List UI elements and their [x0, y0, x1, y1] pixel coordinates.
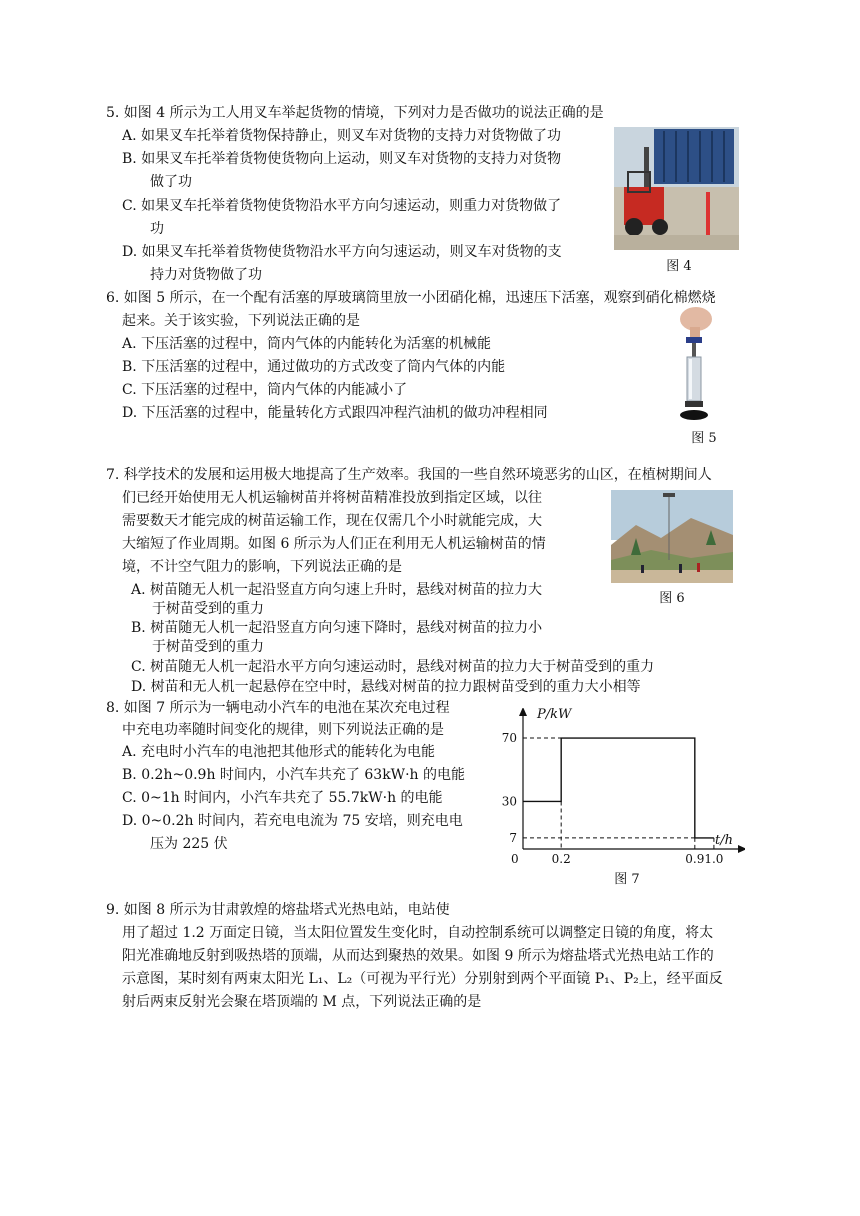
q7-option-d: D. 树苗和无人机一起悬停在空中时，悬线对树苗的拉力跟树苗受到的重力大小相等: [131, 679, 641, 695]
figure-7-caption: 图 7: [614, 872, 640, 887]
figure-6-caption: 图 6: [659, 591, 685, 606]
q8-stem-cont: 中充电功率随时间变化的规律，则下列说法正确的是: [122, 722, 444, 738]
q7-option-b: B. 树苗随无人机一起沿竖直方向匀速下降时，悬线对树苗的拉力小: [131, 620, 543, 636]
figure-4-caption: 图 4: [666, 259, 692, 274]
x-tick-label: 1.0: [704, 852, 724, 866]
q8-option-a: A. 充电时小汽车的电池把其他形式的能转化为电能: [122, 744, 436, 760]
q8-option-d: D. 0~0.2h 时间内，若充电电流为 75 安培，则充电电: [122, 813, 463, 829]
q6-stem-cont: 起来。关于该实验，下列说法正确的是: [122, 313, 360, 329]
q7-option-a: A. 树苗随无人机一起沿竖直方向匀速上升时，悬线对树苗的拉力大: [131, 582, 543, 598]
q5-stem: 5. 如图 4 所示为工人用叉车举起货物的情境，下列对力是否做功的说法正确的是: [106, 105, 604, 121]
q8-option-d-cont: 压为 225 伏: [150, 836, 228, 852]
y-axis-label: P/kW: [537, 708, 572, 722]
q5-option-c: C. 如果叉车托举着货物使货物沿水平方向匀速运动，则重力对货物做了: [122, 198, 562, 214]
q6-option-b: B. 下压活塞的过程中，通过做功的方式改变了筒内气体的内能: [122, 359, 506, 375]
y-tick-label: 30: [501, 794, 517, 809]
q5-option-d-cont: 持力对货物做了功: [150, 267, 262, 283]
q7-stem-line2: 们已经开始使用无人机运输树苗并将树苗精准投放到指定区域，以往: [122, 490, 542, 506]
y-tick-label: 7: [509, 830, 517, 845]
x-axis-arrow: [738, 845, 745, 853]
q6-option-c: C. 下压活塞的过程中，筒内气体的内能减小了: [122, 382, 408, 398]
q5-option-b: B. 如果叉车托举着货物使货物向上运动，则叉车对货物的支持力对货物: [122, 151, 562, 167]
x-axis-label: t/h: [715, 833, 733, 848]
forklift-photo: [614, 127, 739, 250]
q7-option-a-cont: 于树苗受到的重力: [152, 601, 264, 617]
q9-stem-line4: 示意图，某时刻有两束太阳光 L₁、L₂（可视为平行光）分别射到两个平面镜 P₁、P₂上，经平面反: [122, 971, 723, 987]
q6-option-a: A. 下压活塞的过程中，筒内气体的内能转化为活塞的机械能: [122, 336, 492, 352]
x-tick-label: 0: [511, 852, 519, 866]
drone-photo: [611, 490, 733, 583]
figure-5-caption: 图 5: [691, 431, 717, 446]
q5-option-d: D. 如果叉车托举着货物使货物沿水平方向匀速运动，则叉车对货物的支: [122, 244, 562, 260]
q5-option-b-cont: 做了功: [150, 174, 192, 190]
q7-stem-line3: 需要数天才能完成的树苗运输工作，现在仅需几个小时就能完成，大: [122, 513, 542, 529]
q9-stem-line2: 用了超过 1.2 万面定日镜，当太阳位置发生变化时，自动控制系统可以调整定日镜的角度，将太: [122, 925, 714, 941]
y-axis-arrow: [519, 708, 527, 716]
x-tick-label: 0.9: [685, 852, 705, 866]
q9-stem-line5: 射后两束反射光会聚在塔顶端的 M 点，下列说法正确的是: [122, 994, 482, 1010]
q9-stem-line3: 阳光准确地反射到吸热塔的顶端，从而达到聚热的效果。如图 9 所示为熔盐塔式光热电站工作的: [122, 948, 714, 964]
q9-stem: 9. 如图 8 所示为甘肃敦煌的熔盐塔式光热电站，电站使: [106, 902, 450, 918]
q6-stem: 6. 如图 5 所示，在一个配有活塞的厚玻璃筒里放一小团硝化棉，迅速压下活塞，观察到硝化棉燃烧: [106, 290, 716, 306]
power-series-line: [523, 738, 714, 838]
q5-option-a: A. 如果叉车托举着货物保持静止，则叉车对货物的支持力对货物做了功: [122, 128, 562, 144]
q7-option-c: C. 树苗随无人机一起沿水平方向匀速运动时，悬线对树苗的拉力大于树苗受到的重力: [131, 659, 655, 675]
q7-stem: 7. 科学技术的发展和运用极大地提高了生产效率。我国的一些自然环境恶劣的山区，在植树期间人: [106, 467, 712, 483]
q6-option-d: D. 下压活塞的过程中，能量转化方式跟四冲程汽油机的做功冲程相同: [122, 405, 548, 421]
q8-stem: 8. 如图 7 所示为一辆电动小汽车的电池在某次充电过程: [106, 700, 450, 716]
q7-option-b-cont: 于树苗受到的重力: [152, 639, 264, 655]
x-tick-label: 0.2: [551, 852, 571, 866]
q7-stem-line4: 大缩短了作业周期。如图 6 所示为人们正在利用无人机运输树苗的情: [122, 536, 546, 552]
y-tick-label: 70: [501, 731, 517, 746]
q8-option-c: C. 0~1h 时间内，小汽车共充了 55.7kW·h 的电能: [122, 790, 443, 806]
q8-option-b: B. 0.2h~0.9h 时间内，小汽车共充了 63kW·h 的电能: [122, 767, 465, 783]
q7-stem-line5: 境，不计空气阻力的影响，下列说法正确的是: [122, 559, 402, 575]
power-time-chart: [495, 708, 745, 868]
glass-cylinder-photo: [668, 305, 718, 425]
q5-option-c-cont: 功: [150, 221, 164, 237]
